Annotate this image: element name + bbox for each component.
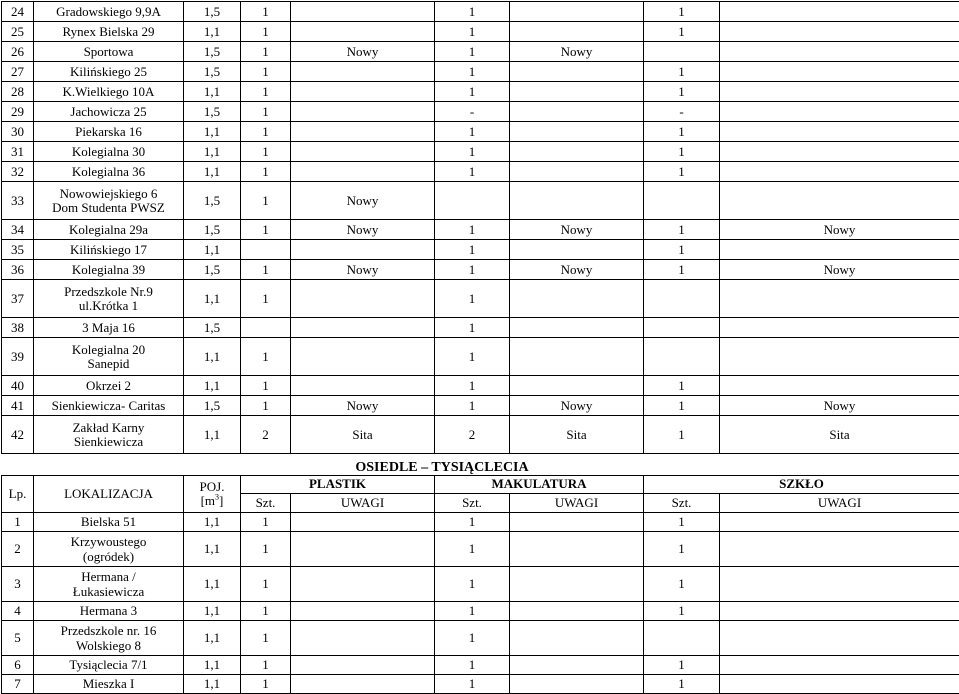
cell-poj: 1,5 — [184, 42, 241, 62]
cell-szklo-uwagi: Nowy — [720, 396, 959, 416]
cell-makulatura-uwagi — [510, 122, 644, 142]
location-line-1: Zakład Karny — [73, 420, 145, 435]
cell-plastik-szt: 1 — [241, 396, 291, 416]
cell-lokalizacja — [34, 280, 184, 318]
cell-szklo-szt: - — [644, 102, 720, 122]
cell-poj: 1,1 — [184, 240, 241, 260]
cell-makulatura-szt: 1 — [435, 338, 510, 376]
cell-plastik-uwagi — [291, 512, 435, 531]
cell-poj: 1,1 — [184, 566, 241, 601]
cell-plastik-uwagi — [291, 376, 435, 396]
cell-plastik-uwagi — [291, 318, 435, 338]
section-title: OSIEDLE – TYSIĄCLECIA — [241, 458, 644, 475]
header-lokalizacja: LOKALIZACJA — [34, 475, 184, 512]
cell-szklo-uwagi: Sita — [720, 416, 959, 454]
cell-szklo-szt — [644, 42, 720, 62]
cell-poj: 1,5 — [184, 62, 241, 82]
cell-makulatura-uwagi — [510, 566, 644, 601]
header-poj-unit: [m — [201, 493, 215, 508]
cell-szklo-uwagi — [720, 566, 959, 601]
cell-poj: 1,5 — [184, 102, 241, 122]
cell-lp: 3 — [2, 566, 34, 601]
cell-plastik-uwagi — [291, 655, 435, 674]
table-row — [2, 42, 959, 62]
cell-lp: 39 — [2, 338, 34, 376]
cell-plastik-szt: 1 — [241, 82, 291, 102]
cell-lokalizacja: Sportowa — [34, 42, 184, 62]
table-row — [2, 280, 959, 318]
cell-szklo-uwagi: Nowy — [720, 220, 959, 240]
cell-lp: 1 — [2, 512, 34, 531]
osiedle-tysiaclecia-table — [1, 458, 959, 694]
header-lp: Lp. — [2, 475, 34, 512]
table-row — [2, 512, 959, 531]
cell-lp: 2 — [2, 531, 34, 566]
cell-szklo-szt: 1 — [644, 220, 720, 240]
cell-makulatura-szt: 1 — [435, 122, 510, 142]
cell-szklo-szt: 1 — [644, 674, 720, 693]
cell-makulatura-uwagi — [510, 22, 644, 42]
cell-poj: 1,1 — [184, 655, 241, 674]
cell-makulatura-szt: 1 — [435, 531, 510, 566]
cell-plastik-szt: 1 — [241, 338, 291, 376]
cell-makulatura-uwagi — [510, 280, 644, 318]
cell-szklo-uwagi — [720, 318, 959, 338]
cell-plastik-szt: 1 — [241, 162, 291, 182]
cell-makulatura-uwagi — [510, 318, 644, 338]
cell-plastik-szt: 1 — [241, 22, 291, 42]
cell-makulatura-uwagi — [510, 82, 644, 102]
header-poj — [184, 475, 241, 512]
table2-title-row — [2, 458, 959, 475]
table-row — [2, 220, 959, 240]
cell-makulatura-uwagi — [510, 620, 644, 655]
cell-szklo-uwagi — [720, 620, 959, 655]
cell-lokalizacja: Kolegialna 29a — [34, 220, 184, 240]
cell-poj: 1,5 — [184, 396, 241, 416]
cell-makulatura-uwagi — [510, 376, 644, 396]
cell-plastik-uwagi — [291, 142, 435, 162]
cell-makulatura-szt: 1 — [435, 22, 510, 42]
table-row — [2, 240, 959, 260]
header-makulatura-uwagi: UWAGI — [510, 493, 644, 512]
cell-plastik-szt — [241, 318, 291, 338]
cell-poj: 1,1 — [184, 22, 241, 42]
cell-szklo-szt: 1 — [644, 396, 720, 416]
cell-szklo-uwagi — [720, 182, 959, 220]
cell-szklo-uwagi — [720, 674, 959, 693]
cell-plastik-szt: 1 — [241, 62, 291, 82]
cell-plastik-uwagi: Nowy — [291, 396, 435, 416]
cell-plastik-szt: 1 — [241, 42, 291, 62]
cell-plastik-szt — [241, 240, 291, 260]
cell-lp: 28 — [2, 82, 34, 102]
table-row — [2, 601, 959, 620]
cell-makulatura-szt: 1 — [435, 601, 510, 620]
cell-szklo-szt: 1 — [644, 416, 720, 454]
cell-plastik-uwagi: Nowy — [291, 260, 435, 280]
cell-szklo-szt: 1 — [644, 240, 720, 260]
cell-makulatura-szt: 1 — [435, 2, 510, 22]
cell-makulatura-uwagi — [510, 655, 644, 674]
cell-plastik-uwagi — [291, 22, 435, 42]
cell-szklo-szt: 1 — [644, 260, 720, 280]
cell-makulatura-szt: 1 — [435, 220, 510, 240]
cell-plastik-uwagi: Nowy — [291, 182, 435, 220]
table-row — [2, 82, 959, 102]
cell-plastik-szt: 1 — [241, 220, 291, 240]
cell-poj: 1,1 — [184, 620, 241, 655]
cell-szklo-szt: 1 — [644, 142, 720, 162]
location-line-1: Przedszkole nr. 16 — [61, 623, 157, 638]
cell-plastik-uwagi — [291, 102, 435, 122]
cell-poj: 1,1 — [184, 416, 241, 454]
cell-szklo-uwagi — [720, 655, 959, 674]
cell-plastik-szt: 2 — [241, 416, 291, 454]
cell-plastik-szt: 1 — [241, 620, 291, 655]
cell-makulatura-szt: 1 — [435, 142, 510, 162]
cell-szklo-szt: 1 — [644, 601, 720, 620]
header-makulatura: MAKULATURA — [435, 475, 644, 493]
table-row — [2, 62, 959, 82]
cell-plastik-uwagi — [291, 338, 435, 376]
cell-lokalizacja: Rynex Bielska 29 — [34, 22, 184, 42]
cell-lokalizacja: K.Wielkiego 10A — [34, 82, 184, 102]
cell-szklo-szt: 1 — [644, 2, 720, 22]
header-szklo: SZKŁO — [644, 475, 959, 493]
table-row — [2, 182, 959, 220]
cell-plastik-uwagi: Nowy — [291, 42, 435, 62]
cell-makulatura-szt — [435, 182, 510, 220]
cell-lokalizacja — [34, 338, 184, 376]
location-line-2: Sienkiewicza — [74, 434, 143, 449]
table-row — [2, 620, 959, 655]
cell-lp: 38 — [2, 318, 34, 338]
cell-lokalizacja — [34, 620, 184, 655]
cell-lokalizacja — [34, 182, 184, 220]
cell-makulatura-uwagi: Nowy — [510, 260, 644, 280]
cell-lp: 6 — [2, 655, 34, 674]
cell-plastik-szt: 1 — [241, 601, 291, 620]
cell-plastik-szt: 1 — [241, 142, 291, 162]
cell-makulatura-uwagi — [510, 102, 644, 122]
cell-szklo-szt: 1 — [644, 22, 720, 42]
cell-plastik-uwagi — [291, 280, 435, 318]
cell-makulatura-uwagi — [510, 531, 644, 566]
cell-makulatura-uwagi — [510, 674, 644, 693]
cell-plastik-uwagi — [291, 240, 435, 260]
cell-makulatura-uwagi — [510, 601, 644, 620]
cell-makulatura-szt: 2 — [435, 416, 510, 454]
cell-szklo-uwagi — [720, 62, 959, 82]
cell-poj: 1,1 — [184, 142, 241, 162]
cell-plastik-szt: 1 — [241, 531, 291, 566]
cell-szklo-szt: 1 — [644, 376, 720, 396]
cell-makulatura-uwagi: Sita — [510, 416, 644, 454]
table-row — [2, 655, 959, 674]
location-line-1: Krzywoustego — [71, 534, 147, 549]
table-row — [2, 142, 959, 162]
cell-lokalizacja: Bielska 51 — [34, 512, 184, 531]
cell-szklo-szt — [644, 620, 720, 655]
table2-header-row — [2, 475, 959, 493]
cell-lokalizacja: Tysiąclecia 7/1 — [34, 655, 184, 674]
cell-plastik-uwagi — [291, 82, 435, 102]
cell-plastik-uwagi: Nowy — [291, 220, 435, 240]
cell-makulatura-uwagi — [510, 2, 644, 22]
header-szklo-szt: Szt. — [644, 493, 720, 512]
cell-makulatura-szt: 1 — [435, 396, 510, 416]
header-plastik: PLASTIK — [241, 475, 435, 493]
cell-makulatura-szt: 1 — [435, 655, 510, 674]
table-row — [2, 102, 959, 122]
location-line-1: Nowowiejskiego 6 — [60, 186, 158, 201]
cell-plastik-szt: 1 — [241, 102, 291, 122]
cell-lokalizacja — [34, 531, 184, 566]
cell-szklo-uwagi — [720, 338, 959, 376]
header-poj-label: POJ. — [200, 479, 225, 494]
cell-poj: 1,1 — [184, 376, 241, 396]
location-line-2: Dom Studenta PWSZ — [52, 200, 165, 215]
cell-plastik-uwagi — [291, 566, 435, 601]
cell-poj: 1,1 — [184, 674, 241, 693]
cell-makulatura-szt: 1 — [435, 620, 510, 655]
cell-makulatura-uwagi — [510, 240, 644, 260]
cell-szklo-szt: 1 — [644, 82, 720, 102]
cell-makulatura-uwagi — [510, 182, 644, 220]
table-row — [2, 416, 959, 454]
cell-poj: 1,1 — [184, 601, 241, 620]
cell-makulatura-uwagi: Nowy — [510, 396, 644, 416]
cell-lp: 4 — [2, 601, 34, 620]
header-plastik-szt: Szt. — [241, 493, 291, 512]
containers-table-continued — [1, 1, 959, 454]
cell-lokalizacja: Kilińskiego 17 — [34, 240, 184, 260]
cell-makulatura-szt: 1 — [435, 240, 510, 260]
cell-plastik-szt: 1 — [241, 512, 291, 531]
table-row — [2, 122, 959, 142]
cell-szklo-szt: 1 — [644, 512, 720, 531]
cell-szklo-uwagi — [720, 280, 959, 318]
cell-makulatura-szt: 1 — [435, 512, 510, 531]
cell-lokalizacja: Piekarska 16 — [34, 122, 184, 142]
cell-szklo-szt: 1 — [644, 162, 720, 182]
cell-lp: 25 — [2, 22, 34, 42]
cell-makulatura-uwagi — [510, 338, 644, 376]
cell-makulatura-uwagi — [510, 162, 644, 182]
cell-lp: 37 — [2, 280, 34, 318]
cell-szklo-uwagi — [720, 512, 959, 531]
cell-plastik-uwagi — [291, 2, 435, 22]
cell-lp: 31 — [2, 142, 34, 162]
cell-lp: 33 — [2, 182, 34, 220]
cell-szklo-uwagi: Nowy — [720, 260, 959, 280]
cell-lp: 26 — [2, 42, 34, 62]
table-row — [2, 674, 959, 693]
cell-poj: 1,1 — [184, 162, 241, 182]
cell-plastik-szt: 1 — [241, 122, 291, 142]
cell-plastik-szt: 1 — [241, 566, 291, 601]
cell-makulatura-uwagi — [510, 142, 644, 162]
cell-plastik-szt: 1 — [241, 182, 291, 220]
cell-makulatura-uwagi: Nowy — [510, 42, 644, 62]
cell-makulatura-uwagi — [510, 512, 644, 531]
cell-plastik-szt: 1 — [241, 376, 291, 396]
cell-lokalizacja: Mieszka I — [34, 674, 184, 693]
cell-lp: 5 — [2, 620, 34, 655]
header-szklo-uwagi: UWAGI — [720, 493, 959, 512]
table-row — [2, 22, 959, 42]
cell-szklo-szt — [644, 318, 720, 338]
cell-makulatura-szt: 1 — [435, 376, 510, 396]
cell-makulatura-szt: 1 — [435, 42, 510, 62]
cell-szklo-uwagi — [720, 82, 959, 102]
cell-plastik-szt: 1 — [241, 655, 291, 674]
cell-makulatura-uwagi — [510, 62, 644, 82]
cell-szklo-szt: 1 — [644, 655, 720, 674]
location-line-1: Przedszkole Nr.9 — [64, 284, 153, 299]
cell-szklo-uwagi — [720, 42, 959, 62]
cell-lokalizacja: Kolegialna 39 — [34, 260, 184, 280]
cell-lokalizacja: Hermana 3 — [34, 601, 184, 620]
cell-lokalizacja: Jachowicza 25 — [34, 102, 184, 122]
cell-makulatura-szt: 1 — [435, 82, 510, 102]
cell-poj: 1,5 — [184, 182, 241, 220]
cell-poj: 1,1 — [184, 338, 241, 376]
cell-szklo-szt: 1 — [644, 62, 720, 82]
table-row — [2, 2, 959, 22]
cell-szklo-szt — [644, 182, 720, 220]
cell-makulatura-szt: 1 — [435, 260, 510, 280]
location-line-2: ul.Krótka 1 — [79, 298, 138, 313]
cell-makulatura-szt: 1 — [435, 566, 510, 601]
cell-poj: 1,5 — [184, 2, 241, 22]
cell-szklo-uwagi — [720, 240, 959, 260]
cell-makulatura-szt: 1 — [435, 674, 510, 693]
cell-poj: 1,5 — [184, 220, 241, 240]
table-row — [2, 318, 959, 338]
cell-szklo-uwagi — [720, 122, 959, 142]
table-row — [2, 566, 959, 601]
table-row — [2, 260, 959, 280]
table-row — [2, 376, 959, 396]
cell-makulatura-szt: 1 — [435, 62, 510, 82]
cell-lokalizacja: Kolegialna 36 — [34, 162, 184, 182]
cell-szklo-uwagi — [720, 22, 959, 42]
cell-plastik-uwagi: Sita — [291, 416, 435, 454]
cell-plastik-uwagi — [291, 62, 435, 82]
cell-lp: 29 — [2, 102, 34, 122]
header-poj-unit-sup: 3 — [215, 492, 219, 501]
cell-szklo-szt: 1 — [644, 122, 720, 142]
cell-lokalizacja — [34, 566, 184, 601]
cell-lokalizacja: Sienkiewicza- Caritas — [34, 396, 184, 416]
cell-makulatura-szt: 1 — [435, 162, 510, 182]
cell-szklo-szt: 1 — [644, 531, 720, 566]
cell-szklo-szt: 1 — [644, 566, 720, 601]
cell-lp: 30 — [2, 122, 34, 142]
cell-plastik-szt: 1 — [241, 260, 291, 280]
cell-szklo-szt — [644, 280, 720, 318]
cell-plastik-uwagi — [291, 162, 435, 182]
cell-lp: 40 — [2, 376, 34, 396]
cell-plastik-szt: 1 — [241, 2, 291, 22]
cell-poj: 1,1 — [184, 512, 241, 531]
cell-poj: 1,1 — [184, 82, 241, 102]
cell-lp: 36 — [2, 260, 34, 280]
header-poj-unit-close: ] — [219, 493, 223, 508]
table2-body — [2, 458, 959, 693]
cell-szklo-uwagi — [720, 601, 959, 620]
header-makulatura-szt: Szt. — [435, 493, 510, 512]
cell-plastik-uwagi — [291, 122, 435, 142]
cell-plastik-uwagi — [291, 674, 435, 693]
cell-lokalizacja: Okrzei 2 — [34, 376, 184, 396]
cell-lp: 42 — [2, 416, 34, 454]
cell-szklo-uwagi — [720, 531, 959, 566]
table-row — [2, 531, 959, 566]
location-line-2: Sanepid — [88, 356, 130, 371]
cell-lokalizacja — [34, 416, 184, 454]
cell-szklo-uwagi — [720, 102, 959, 122]
cell-poj: 1,1 — [184, 122, 241, 142]
cell-lp: 24 — [2, 2, 34, 22]
cell-szklo-uwagi — [720, 142, 959, 162]
cell-lp: 41 — [2, 396, 34, 416]
table-row — [2, 338, 959, 376]
location-line-1: Kolegialna 20 — [72, 342, 145, 357]
cell-szklo-uwagi — [720, 162, 959, 182]
cell-plastik-uwagi — [291, 601, 435, 620]
cell-szklo-szt — [644, 338, 720, 376]
cell-poj: 1,5 — [184, 318, 241, 338]
cell-lp: 27 — [2, 62, 34, 82]
cell-makulatura-szt: - — [435, 102, 510, 122]
location-line-2: Wolskiego 8 — [76, 638, 141, 653]
cell-lokalizacja: Gradowskiego 9,9A — [34, 2, 184, 22]
cell-lokalizacja: Kilińskiego 25 — [34, 62, 184, 82]
header-plastik-uwagi: UWAGI — [291, 493, 435, 512]
cell-lp: 34 — [2, 220, 34, 240]
cell-poj: 1,1 — [184, 531, 241, 566]
cell-lokalizacja: Kolegialna 30 — [34, 142, 184, 162]
cell-lokalizacja: 3 Maja 16 — [34, 318, 184, 338]
cell-lp: 32 — [2, 162, 34, 182]
location-line-2: (ogródek) — [83, 549, 134, 564]
location-line-2: Łukasiewicza — [73, 584, 144, 599]
table-row — [2, 162, 959, 182]
cell-poj: 1,1 — [184, 280, 241, 318]
cell-szklo-uwagi — [720, 376, 959, 396]
cell-makulatura-szt: 1 — [435, 280, 510, 318]
cell-szklo-uwagi — [720, 2, 959, 22]
location-line-1: Hermana / — [81, 569, 136, 584]
table1-body — [2, 2, 959, 454]
cell-poj: 1,5 — [184, 260, 241, 280]
cell-lp: 7 — [2, 674, 34, 693]
cell-makulatura-szt: 1 — [435, 318, 510, 338]
cell-plastik-szt: 1 — [241, 674, 291, 693]
cell-lp: 35 — [2, 240, 34, 260]
cell-plastik-uwagi — [291, 531, 435, 566]
cell-plastik-uwagi — [291, 620, 435, 655]
cell-makulatura-uwagi: Nowy — [510, 220, 644, 240]
table-row — [2, 396, 959, 416]
cell-plastik-szt: 1 — [241, 280, 291, 318]
